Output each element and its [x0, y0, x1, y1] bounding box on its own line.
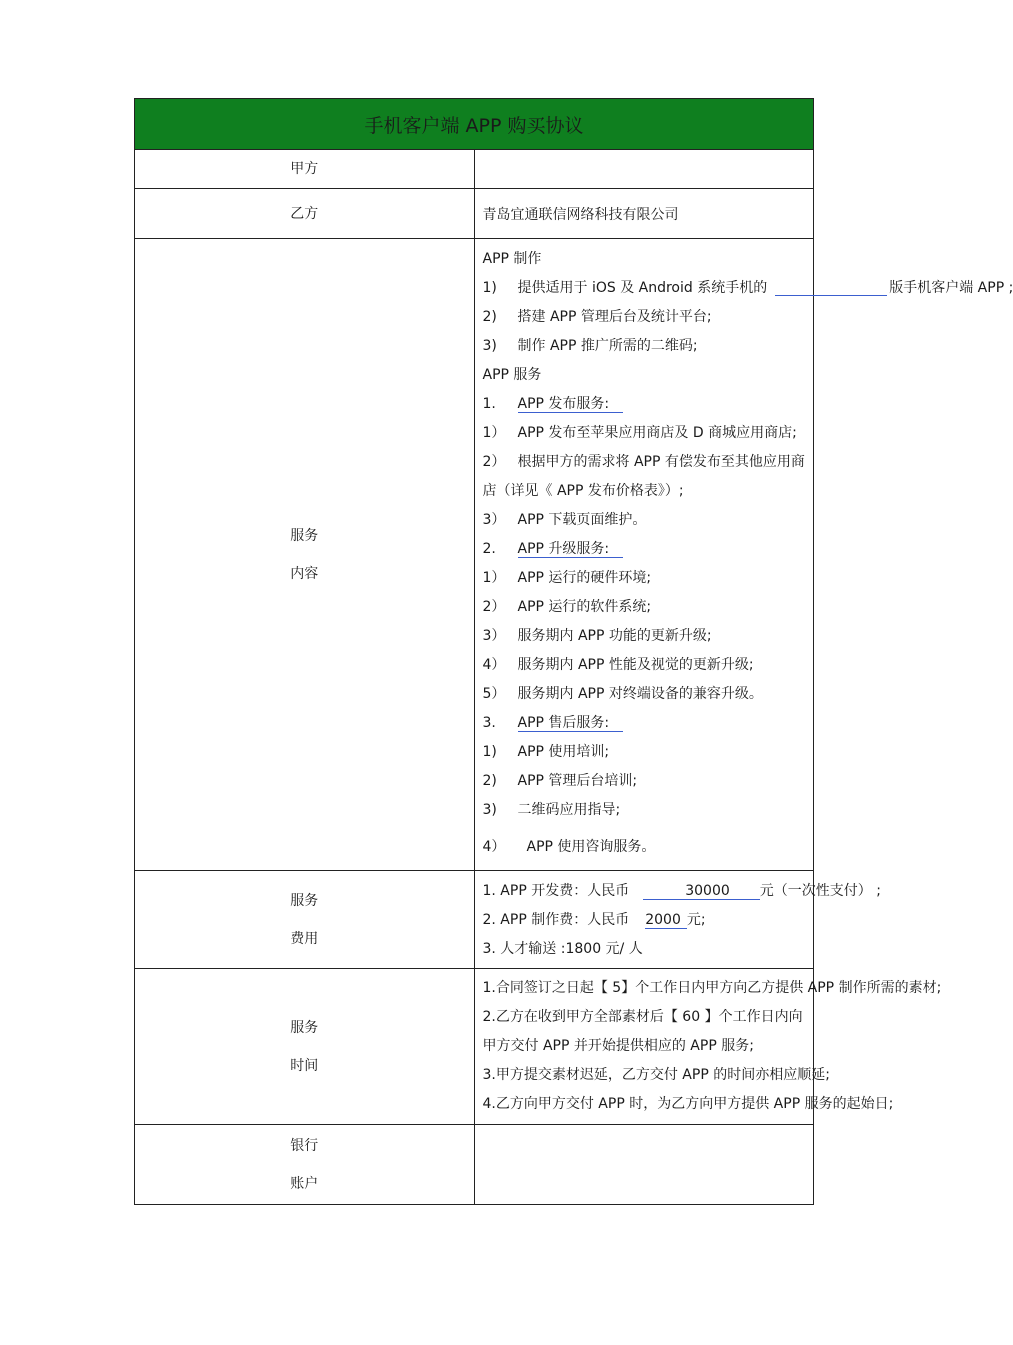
make-item: 1) 提供适用于 iOS 及 Android 系统手机的 版手机客户端 APP ; — [482, 280, 1013, 296]
list-item: 3） APP 下载页面维护。 — [482, 512, 647, 528]
service-fee-row — [135, 871, 814, 969]
section-title: 3. APP 售后服务: — [483, 709, 806, 738]
time-item: 4.乙方向甲方交付 APP 时，为乙方向甲方提供 APP 服务的起始日; — [482, 1096, 894, 1112]
section-title: 1. APP 发布服务: — [483, 390, 806, 419]
service-time-label: 服务 时间 — [135, 969, 475, 1125]
time-item: 1.合同签订之日起【 5】个工作日内甲方向乙方提供 APP 制作所需的素材; — [482, 980, 942, 996]
party-b-value: 青岛宜通联信网络科技有限公司 — [474, 189, 814, 239]
time-item: 2.乙方在收到甲方全部素材后【 60 】个工作日内向甲方交付 APP 并开始提供相应的 APP 服务; — [482, 1009, 803, 1054]
service-content-row — [135, 239, 814, 871]
make-item: 3) 制作 APP 推广所需的二维码; — [482, 338, 698, 354]
party-a-value — [474, 150, 814, 189]
list-item: 1） APP 发布至苹果应用商店及 D 商城应用商店; — [482, 425, 797, 441]
make-fee-line: 2. APP 制作费：人民币 2000 元; — [482, 912, 706, 928]
service-heading: APP 服务 — [482, 367, 542, 383]
party-a-row — [135, 150, 814, 189]
bank-value — [474, 1125, 814, 1205]
service-fee-label: 服务 费用 — [135, 871, 475, 969]
make-fee-amount: 2000 — [645, 912, 687, 929]
version-blank — [775, 279, 887, 296]
dev-fee-line: 1. APP 开发费：人民币 30000 元（一次性支付） ; — [482, 883, 881, 899]
list-item: 2） 根据甲方的需求将 APP 有偿发布至其他应用商店（详见《 APP 发布价格表》）; — [482, 454, 805, 499]
agreement-title: 手机客户端 APP 购买协议 — [135, 99, 814, 150]
party-a-label: 甲方 — [135, 150, 475, 189]
list-item: 2) APP 管理后台培训; — [482, 773, 638, 789]
service-content-label: 服务 内容 — [135, 239, 475, 871]
party-b-row — [135, 189, 814, 239]
party-b-label: 乙方 — [135, 189, 475, 239]
list-item: 3) 二维码应用指导; — [482, 802, 621, 818]
list-item: 2） APP 运行的软件系统; — [482, 599, 652, 615]
list-item: 3） 服务期内 APP 功能的更新升级; — [482, 628, 712, 644]
time-item: 3.甲方提交素材迟延，乙方交付 APP 的时间亦相应顺延; — [482, 1067, 830, 1083]
list-item: 5） 服务期内 APP 对终端设备的兼容升级。 — [482, 686, 763, 702]
service-fee-body — [474, 871, 881, 969]
service-time-body — [474, 969, 942, 1125]
make-heading: APP 制作 — [482, 251, 542, 267]
service-time-row — [135, 969, 814, 1125]
list-item: 4） APP 使用咨询服务。 — [482, 839, 656, 855]
dev-fee-amount: 30000 — [643, 883, 760, 900]
service-content-body — [474, 239, 1013, 871]
talent-fee-line: 3. 人才输送 :1800 元/ 人 — [482, 941, 643, 957]
section-title: 2. APP 升级服务: — [483, 535, 806, 564]
list-item: 1) APP 使用培训; — [482, 744, 610, 760]
list-item: 1） APP 运行的硬件环境; — [482, 570, 652, 586]
make-item: 2) 搭建 APP 管理后台及统计平台; — [482, 309, 712, 325]
bank-row — [135, 1125, 814, 1205]
list-item: 4） 服务期内 APP 性能及视觉的更新升级; — [482, 657, 754, 673]
agreement-table — [134, 98, 1013, 1205]
bank-label: 银行 账户 — [135, 1125, 475, 1205]
